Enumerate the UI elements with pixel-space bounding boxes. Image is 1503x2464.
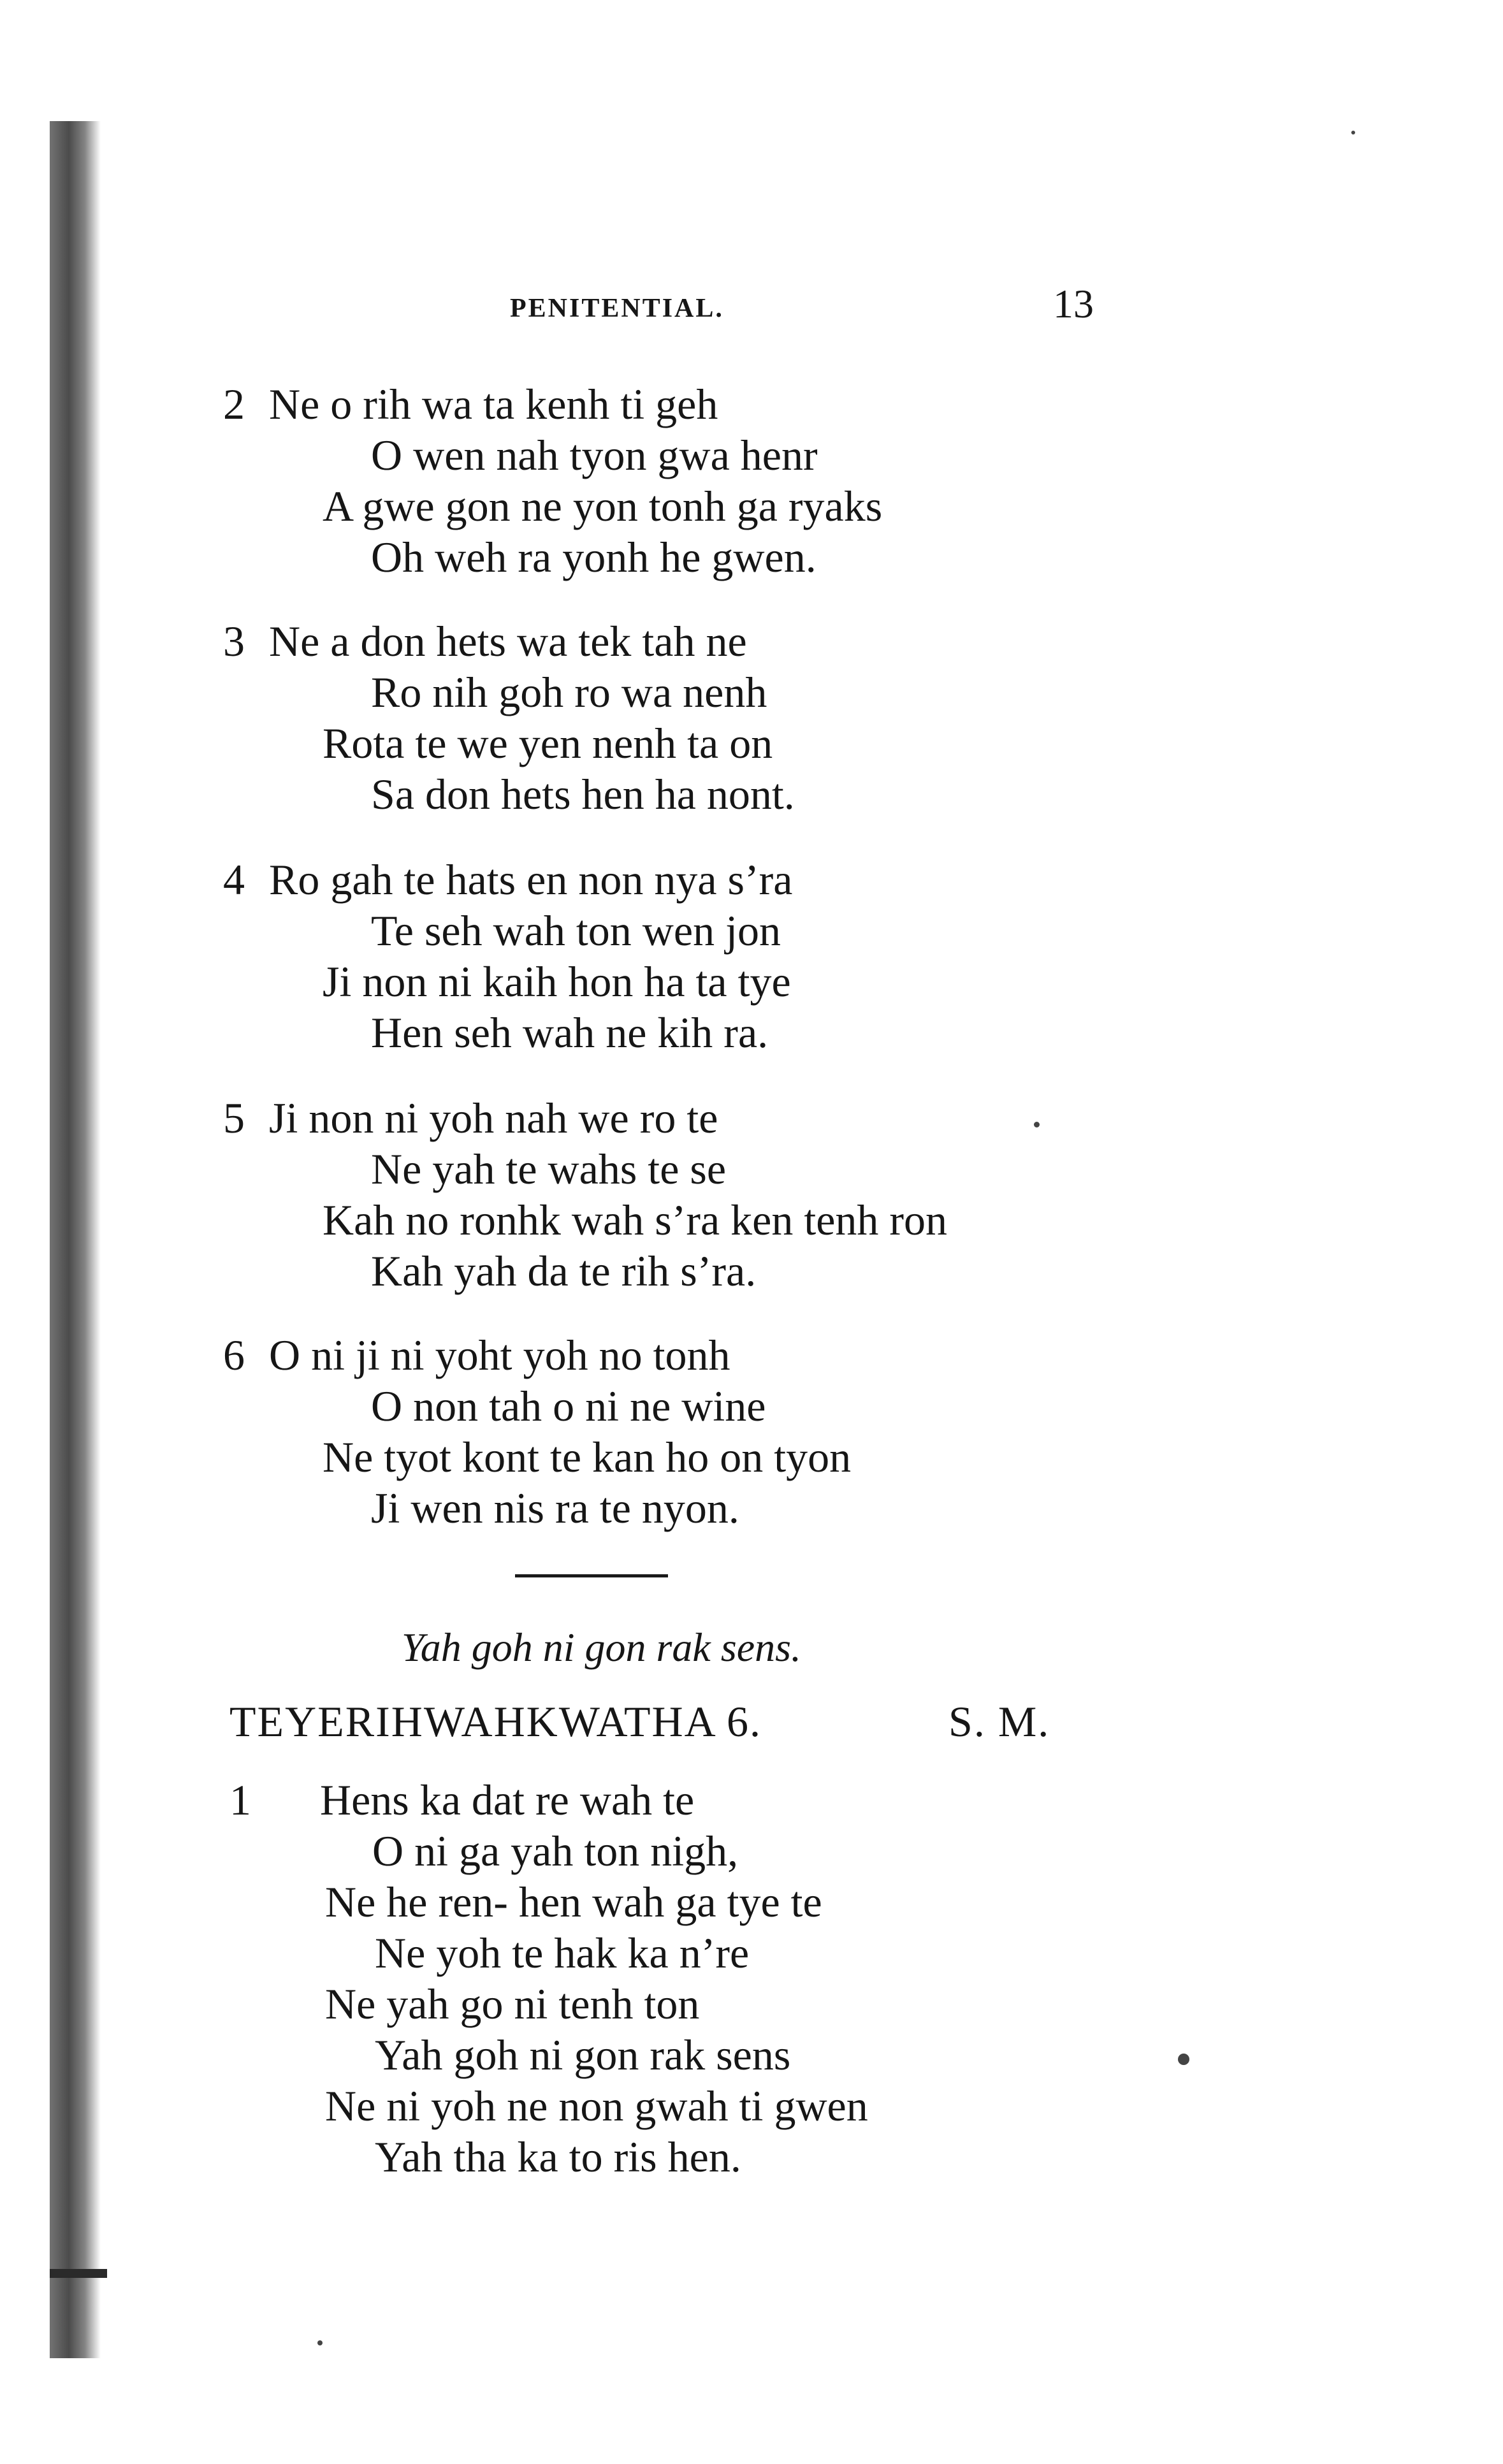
verse-text: O wen nah tyon gwa henr xyxy=(371,431,818,479)
page-gutter-shadow xyxy=(50,121,101,2358)
verse-line xyxy=(210,481,1103,532)
verse-line xyxy=(210,1927,1103,1978)
verse-line xyxy=(210,430,1103,481)
verse-text: Ne yah te wahs te se xyxy=(371,1145,727,1193)
stanza-number: 2 xyxy=(223,380,245,428)
verse-line xyxy=(210,2131,1103,2182)
verse-line xyxy=(210,1330,1103,1381)
verse-line xyxy=(210,1007,1103,1058)
verse-line xyxy=(210,956,1103,1007)
section-divider xyxy=(515,1574,668,1577)
verse-line xyxy=(210,1825,1103,1876)
stanza xyxy=(210,1092,1103,1296)
verse-line xyxy=(210,769,1103,820)
verse-text: Ji non ni yoh nah we ro te xyxy=(269,1094,718,1142)
verse-text: O ni ji ni yoht yoh no tonh xyxy=(269,1331,730,1379)
verse-line xyxy=(210,1876,1103,1927)
stanza xyxy=(210,616,1103,820)
stanza-number: 5 xyxy=(223,1094,245,1142)
running-title: PENITENTIAL. xyxy=(510,294,724,323)
verse-line xyxy=(210,854,1103,905)
verse-text: Ne he ren- hen wah ga tye te xyxy=(325,1878,822,1926)
ink-speck xyxy=(1351,131,1355,134)
page-number: 13 xyxy=(1053,281,1094,326)
stanza-number: 4 xyxy=(223,855,245,904)
stanza xyxy=(210,1774,1103,2182)
ink-speck xyxy=(317,2340,323,2345)
verse-line xyxy=(210,532,1103,583)
stanza xyxy=(210,1330,1103,1533)
verse-text: Ne o rih wa ta kenh ti geh xyxy=(269,380,718,428)
verse-line xyxy=(210,1143,1103,1194)
hymn-heading xyxy=(229,1697,1122,1754)
verse-text: Ne yah go ni tenh ton xyxy=(325,1980,700,2028)
verse-line xyxy=(210,1774,1103,1825)
verse-line xyxy=(210,667,1103,718)
verse-line xyxy=(210,1245,1103,1296)
stanza-number: 3 xyxy=(223,617,245,665)
verse-text: Yah tha ka to ris hen. xyxy=(375,2133,741,2181)
verse-text: Ji non ni kaih hon ha ta tye xyxy=(323,957,791,1006)
stanza-number: 6 xyxy=(223,1331,245,1379)
verse-line xyxy=(210,1978,1103,2029)
verse-text: Ne a don hets wa tek tah ne xyxy=(269,617,747,665)
verse-text: A gwe gon ne yon tonh ga ryaks xyxy=(323,482,883,530)
page-gutter-edge xyxy=(50,2269,107,2278)
hymn-title: TEYERIHWAHKWATHA 6. xyxy=(229,1697,762,1746)
verse-line xyxy=(210,2029,1103,2080)
tune-name: Yah goh ni gon rak sens. xyxy=(402,1625,802,1670)
verse-line xyxy=(210,718,1103,769)
verse-text: Ro nih goh ro wa nenh xyxy=(371,668,767,716)
stanza-number: 1 xyxy=(229,1776,251,1824)
verse-text: Hens ka dat re wah te xyxy=(320,1776,695,1824)
hymn-meter: S. M. xyxy=(948,1697,1050,1746)
verse-text: Hen seh wah ne kih ra. xyxy=(371,1008,769,1057)
verse-text: Rota te we yen nenh ta on xyxy=(323,719,773,767)
verse-line xyxy=(210,379,1103,430)
verse-text: Sa don hets hen ha nont. xyxy=(371,770,795,818)
verse-text: Kah yah da te rih s’ra. xyxy=(371,1247,757,1295)
stanza xyxy=(210,854,1103,1058)
verse-line xyxy=(210,2080,1103,2131)
verse-text: Ne yoh te hak ka n’re xyxy=(375,1929,750,1977)
verse-line xyxy=(210,1092,1103,1143)
verse-text: O non tah o ni ne wine xyxy=(371,1382,766,1430)
stanza xyxy=(210,379,1103,583)
verse-line xyxy=(210,1482,1103,1533)
verse-line xyxy=(210,1431,1103,1482)
verse-text: Ne tyot kont te kan ho on tyon xyxy=(323,1433,852,1481)
verse-text: Ji wen nis ra te nyon. xyxy=(371,1484,739,1532)
verse-text: Te seh wah ton wen jon xyxy=(371,906,781,955)
ink-speck xyxy=(1178,2054,1189,2065)
verse-text: O ni ga yah ton nigh, xyxy=(372,1827,739,1875)
verse-text: Oh weh ra yonh he gwen. xyxy=(371,533,817,581)
verse-line xyxy=(210,1194,1103,1245)
verse-line xyxy=(210,1381,1103,1431)
verse-text: Yah goh ni gon rak sens xyxy=(375,2031,791,2079)
page-header xyxy=(0,280,1503,331)
verse-text: Kah no ronhk wah s’ra ken tenh ron xyxy=(323,1196,948,1244)
verse-text: Ro gah te hats en non nya s’ra xyxy=(269,855,793,904)
verse-line xyxy=(210,905,1103,956)
verse-line xyxy=(210,616,1103,667)
verse-text: Ne ni yoh ne non gwah ti gwen xyxy=(325,2082,868,2130)
